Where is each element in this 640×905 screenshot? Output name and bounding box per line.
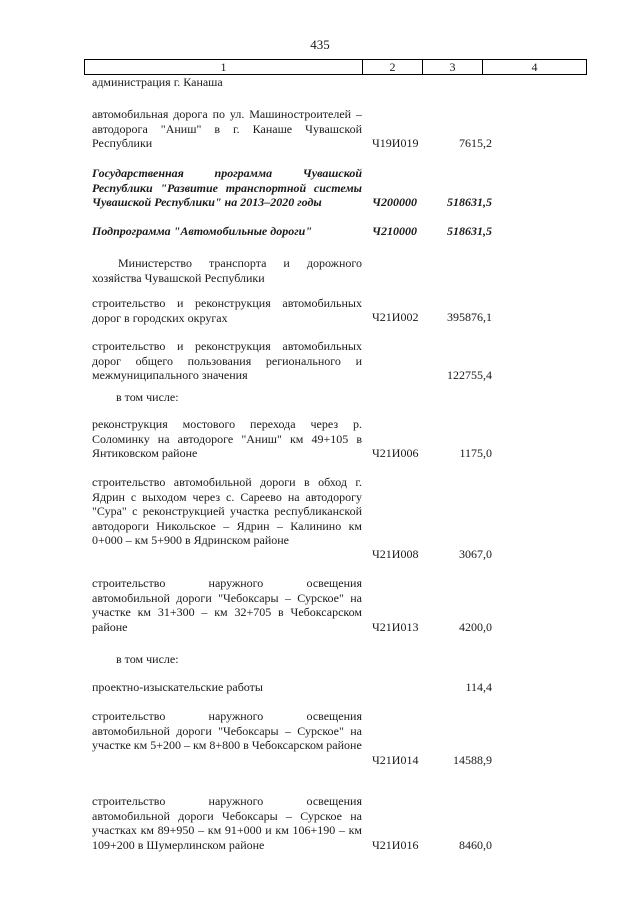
column-header-table	[84, 59, 587, 75]
row-code: Ч200000	[372, 195, 417, 209]
column-header-2: 2	[363, 60, 423, 75]
row-value: 8460,0	[459, 838, 492, 852]
row-description: строительство наружного освещения автомобильной дороги "Чебоксары – Сурское" на участке км 5+200 – км 8+800 в Чебоксарском районе	[92, 709, 362, 752]
row-description: строительство и реконструкция автомобильных дорог в городских округах	[92, 296, 362, 325]
row-value: 114,4	[465, 680, 492, 694]
row-code: Ч21И014	[372, 753, 419, 767]
row-description: в том числе:	[116, 390, 179, 404]
row-value: 7615,2	[459, 136, 492, 150]
row-description: автомобильная дорога по ул. Машиностроителей – автодорога "Аниш" в г. Канаше Чувашской Республики	[92, 107, 362, 150]
row-value: 14588,9	[453, 753, 492, 767]
row-description: Государственная программа Чувашской Республики "Развитие транспортной системы Чувашской Республики" на 2013–2020 годы	[92, 166, 362, 209]
row-value: 122755,4	[447, 368, 492, 382]
row-value: 3067,0	[459, 547, 492, 561]
row-code: Ч21И016	[372, 838, 419, 852]
page-number: 435	[310, 37, 330, 52]
row-description: Подпрограмма "Автомобильные дороги"	[92, 224, 312, 238]
row-code: Ч210000	[372, 224, 417, 238]
column-header-3: 3	[423, 60, 483, 75]
row-value: 1175,0	[459, 446, 492, 460]
row-code: Ч21И008	[372, 547, 419, 561]
row-code: Ч21И006	[372, 446, 419, 460]
column-header-row	[85, 60, 587, 75]
row-value: 4200,0	[459, 620, 492, 634]
row-code: Ч21И002	[372, 310, 419, 324]
row-value: 395876,1	[447, 310, 492, 324]
row-description: строительство и реконструкция автомобильных дорог общего пользования регионального и межмуниципального значения	[92, 339, 362, 382]
column-header-1: 1	[85, 60, 363, 75]
row-description: Министерство транспорта и дорожного хозяйства Чувашской Республики	[92, 256, 362, 285]
row-description: реконструкция мостового перехода через р. Соломинку на автодороге "Аниш" км 49+105 в Янтиковском районе	[92, 417, 362, 460]
row-description: в том числе:	[116, 652, 179, 666]
row-value: 518631,5	[447, 195, 492, 209]
row-description: администрация г. Канаша	[92, 75, 223, 89]
row-code: Ч21И013	[372, 620, 419, 634]
row-code: Ч19И019	[372, 136, 419, 150]
row-description: строительство наружного освещения автомобильной дороги Чебоксары – Сурское на участках км 89+950 – км 91+000 и км 106+190 – км 109+200 в Шумерлинском районе	[92, 794, 362, 852]
column-header-4: 4	[483, 60, 587, 75]
row-description: строительство наружного освещения автомобильной дороги "Чебоксары – Сурское" на участке км 31+300 – км 32+705 в Чебоксарском районе	[92, 576, 362, 634]
row-description: строительство автомобильной дороги в обход г. Ядрин с выходом через с. Сареево на автодорогу "Сура" с реконструкцией участка республиканской автодороги Никольское – Ядрин – Калинино км 0+000 – км 5+900 в Ядринском районе	[92, 475, 362, 547]
row-value: 518631,5	[447, 224, 492, 238]
row-description: проектно-изыскательские работы	[92, 680, 263, 694]
